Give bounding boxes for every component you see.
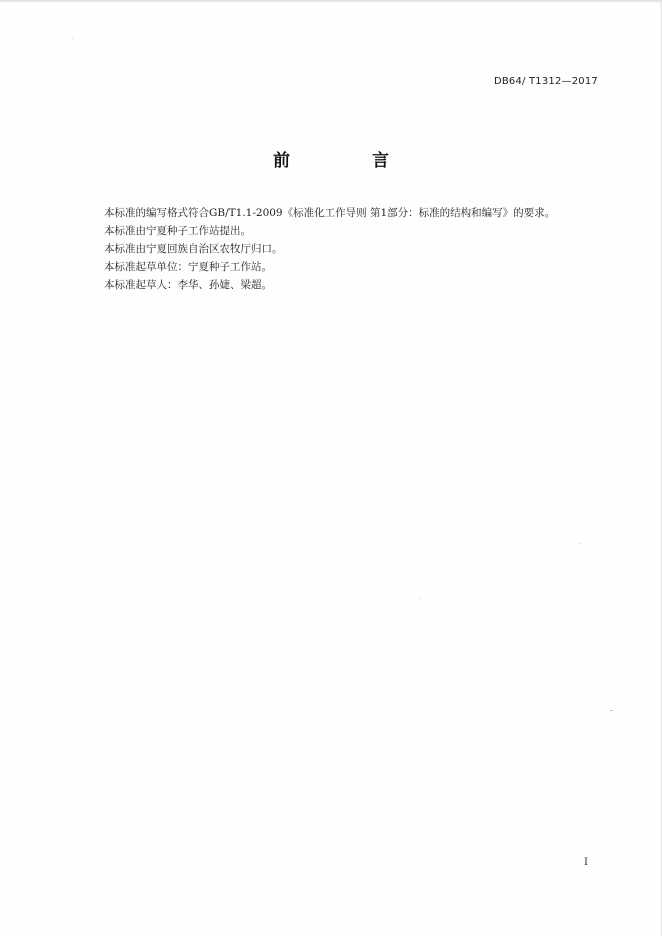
paragraph-proposer: 本标准由宁夏种子工作站提出。 — [104, 225, 251, 237]
paragraph-drafters: 本标准起草人：李华、孙婕、梁超。 — [104, 279, 272, 291]
document-code: DB64/ T1312—2017 — [493, 76, 598, 87]
page-title: 前 言 — [273, 151, 427, 171]
scan-speck — [72, 38, 73, 39]
paragraph-format: 本标准的编写格式符合GB/T1.1-2009《标准化工作导则 第1部分：标准的结构和编写》的要求。 — [104, 207, 556, 219]
paragraph-drafting-unit: 本标准起草单位：宁夏种子工作站。 — [104, 261, 272, 273]
scan-speck — [580, 543, 581, 544]
scan-speck — [610, 710, 613, 711]
scan-edge-top — [0, 0, 662, 3]
paragraph-administrator: 本标准由宁夏回族自治区农牧厅归口。 — [104, 243, 283, 255]
preface-body — [104, 204, 604, 294]
page-number: I — [584, 857, 588, 868]
scan-speck — [420, 598, 421, 599]
